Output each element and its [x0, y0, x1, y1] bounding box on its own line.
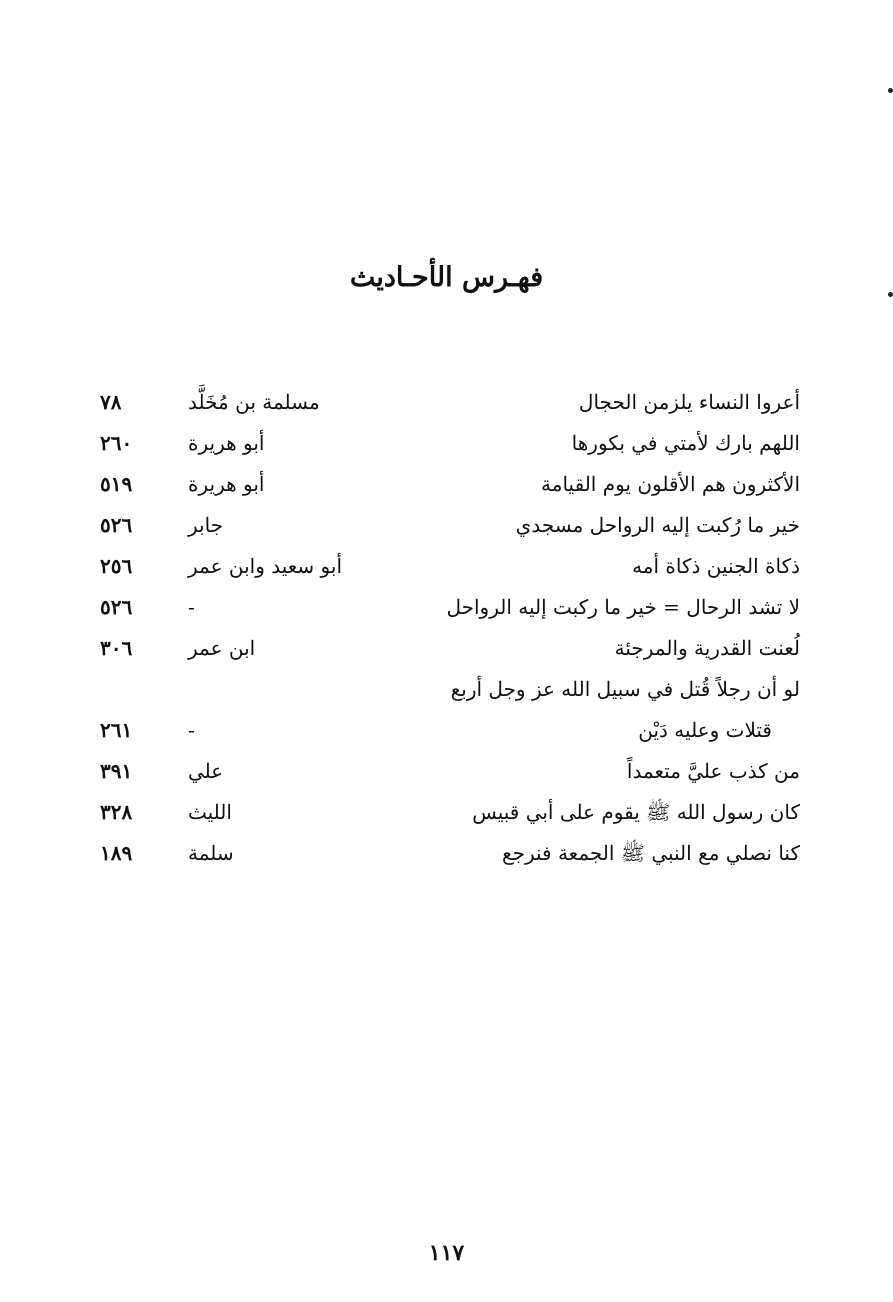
page-ref: ٥٢٦	[100, 595, 133, 619]
hadith-text: كنا نصلي مع النبي ﷺ الجمعة فنرجع	[501, 841, 800, 865]
hadith-text: ذكاة الجنين ذكاة أمه	[632, 554, 800, 578]
scan-mark	[888, 292, 893, 297]
hadith-text: قتلات وعليه دَيْن	[638, 718, 772, 742]
index-row-continuation	[80, 710, 800, 751]
index-row	[80, 505, 800, 546]
narrator: أبو سعيد وابن عمر	[188, 554, 343, 578]
hadith-text: لُعنت القدرية والمرجئة	[614, 636, 800, 660]
hadith-text: لا تشد الرحال = خير ما ركبت إليه الرواحل	[446, 595, 800, 619]
index-row	[80, 751, 800, 792]
hadith-text: اللهم بارك لأمتي في بكورها	[571, 431, 800, 455]
index-row	[80, 833, 800, 874]
page-ref: ٢٦٠	[100, 431, 133, 455]
page-ref: ٣٩١	[100, 759, 133, 783]
page-title: فهـرس الأحـاديث	[349, 262, 544, 293]
hadith-text: الأكثرون هم الأقلون يوم القيامة	[541, 472, 800, 496]
narrator: أبو هريرة	[188, 472, 265, 496]
narrator: -	[188, 595, 195, 619]
hadith-index-table	[80, 382, 800, 874]
narrator: الليث	[188, 800, 232, 824]
page-ref: ٣٢٨	[100, 800, 133, 824]
page-ref: ٥٢٦	[100, 513, 133, 537]
page-ref: ٢٥٦	[100, 554, 133, 578]
hadith-text: من كذب عليَّ متعمداً	[626, 759, 800, 783]
index-row	[80, 546, 800, 587]
index-row	[80, 464, 800, 505]
index-row	[80, 792, 800, 833]
page-number: ١١٧	[428, 1240, 465, 1266]
index-row	[80, 423, 800, 464]
narrator: ابن عمر	[188, 636, 256, 660]
narrator: جابر	[188, 513, 224, 537]
page-ref: ٢٦١	[100, 718, 133, 742]
narrator: أبو هريرة	[188, 431, 265, 455]
hadith-text: لو أن رجلاً قُتل في سبيل الله عز وجل أربع	[450, 677, 800, 701]
page-ref: ٥١٩	[100, 472, 133, 496]
page-ref: ٣٠٦	[100, 636, 133, 660]
page-ref: ١٨٩	[100, 841, 133, 865]
index-row	[80, 587, 800, 628]
narrator: مسلمة بن مُخَلَّد	[188, 390, 320, 414]
narrator: علي	[188, 759, 224, 783]
narrator: -	[188, 718, 195, 742]
page-ref: ٧٨	[100, 390, 122, 414]
hadith-text: كان رسول الله ﷺ يقوم على أبي قبيس	[472, 800, 800, 824]
index-row	[80, 382, 800, 423]
index-row	[80, 628, 800, 669]
scan-mark	[888, 88, 893, 93]
narrator: سلمة	[188, 841, 234, 865]
index-row	[80, 669, 800, 710]
hadith-text: أعروا النساء يلزمن الحجال	[578, 390, 800, 414]
hadith-text: خير ما رُكبت إليه الرواحل مسجدي	[515, 513, 800, 537]
